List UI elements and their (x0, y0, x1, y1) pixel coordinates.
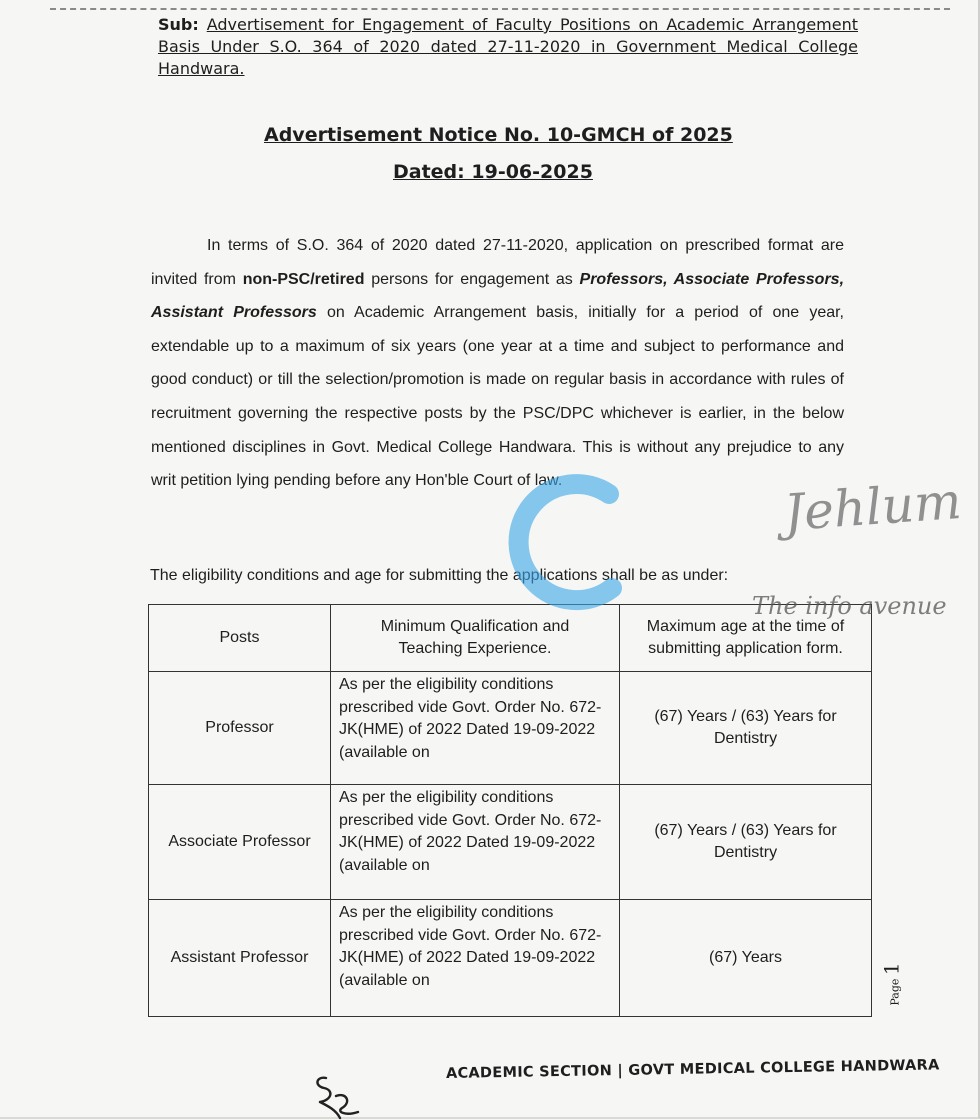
subject-label: Sub: (158, 15, 199, 34)
table-row (149, 900, 872, 1017)
eligibility-table (148, 604, 872, 1017)
row-qualification: As per the eligibility conditions prescribed vide Govt. Order No. 672-JK(HME) of 2022 Dated 19-09-2022 (available on (331, 672, 620, 785)
eligibility-intro: The eligibility conditions and age for submitting the applications shall be as under: (150, 567, 729, 584)
row-post: Assistant Professor (149, 900, 331, 1017)
table-row (149, 785, 872, 900)
footer-text: ACADEMIC SECTION | GOVT MEDICAL COLLEGE HANDWARA (445, 1057, 940, 1082)
para-posts: Professors, Associate Professors, Assistant Professors (151, 270, 845, 322)
signature-image (306, 1072, 366, 1120)
page-number (880, 962, 904, 1005)
table-row (149, 672, 872, 785)
top-rule (50, 8, 950, 10)
row-age: (67) Years / (63) Years for Dentistry (620, 672, 872, 785)
header-qualification: Minimum Qualification and Teaching Experience. (331, 605, 620, 672)
watermark-brand: Jehlum (782, 471, 964, 543)
para-text-2: persons for engagement as (364, 270, 580, 288)
row-post: Associate Professor (149, 785, 331, 900)
row-qualification: As per the eligibility conditions prescribed vide Govt. Order No. 672-JK(HME) of 2022 Dated 19-09-2022 (available on (331, 900, 620, 1017)
body-paragraph (151, 229, 844, 498)
notice-title: Advertisement Notice No. 10-GMCH of 2025 (264, 124, 733, 146)
subject-text: Advertisement for Engagement of Faculty Positions on Academic Arrangement Basis Under S.O. 364 of 2020 dated 27-11-2020 in Government Medical College Handwara. (158, 15, 858, 78)
row-post: Professor (149, 672, 331, 785)
subject-line (158, 14, 858, 80)
page-label: Page (888, 978, 902, 1006)
row-qualification: As per the eligibility conditions prescribed vide Govt. Order No. 672-JK(HME) of 2022 Dated 19-09-2022 (available on (331, 785, 620, 900)
para-text-1: In terms of S.O. 364 of 2020 dated 27-11-2020, application on prescribed format are invited from (151, 237, 844, 288)
header-posts: Posts (149, 605, 331, 672)
header-age: Maximum age at the time of submitting application form. (620, 605, 872, 672)
watermark-tagline: The info avenue (752, 592, 947, 620)
page-number-value: 1 (879, 962, 904, 976)
row-age: (67) Years (620, 900, 872, 1017)
notice-date: Dated: 19-06-2025 (393, 161, 593, 183)
para-text-3: on Academic Arrangement basis, initially for a period of one year, extendable up to a maximum of six years (one year at a time and subject to performance and good conduct) or till the selection/promotion is made on regular basis in accordance with rules of recruitment governing the respective posts by the PSC/DPC whichever is earlier, in the below mentioned disciplines in Govt. Medical College Handwara. This is without any prejudice to any writ petition lying pending before any Hon'ble Court of law. (151, 304, 845, 490)
para-bold: non-PSC/retired (242, 270, 365, 288)
row-age: (67) Years / (63) Years for Dentistry (620, 785, 872, 900)
watermark-ring-logo (494, 466, 644, 616)
